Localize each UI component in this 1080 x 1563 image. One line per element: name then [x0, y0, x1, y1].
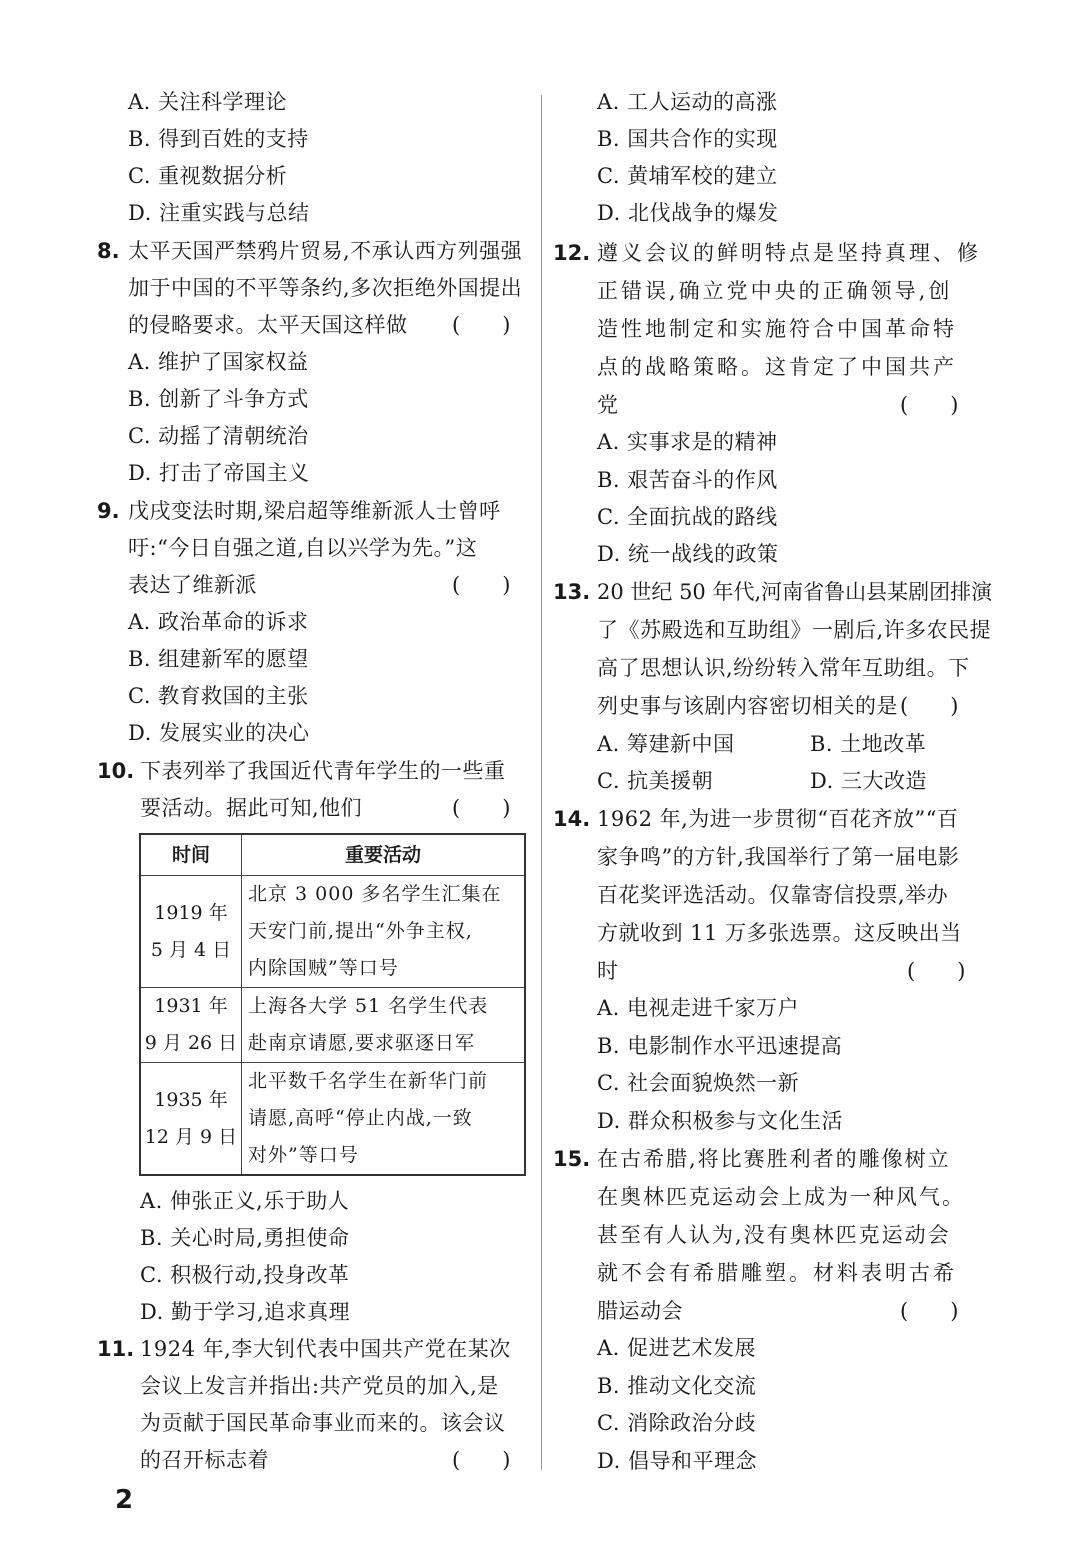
table-row — [140, 1063, 525, 1176]
table-row — [140, 876, 525, 988]
option-a[interactable]: A. 政治革命的诉求 — [128, 610, 309, 634]
activity-cell — [242, 988, 526, 1063]
option-d[interactable]: D. 统一战线的政策 — [597, 542, 779, 566]
question-stem-line: 点的战略策略。这肯定了中国共产 — [597, 355, 957, 379]
question-stem-line: 就不会有希腊雕塑。材料表明古希 — [597, 1261, 957, 1285]
option-c[interactable]: C. 抗美援朝 — [597, 769, 714, 793]
question-stem-line: 党 — [597, 393, 619, 417]
option-b[interactable]: B. 土地改革 — [810, 732, 927, 756]
question-number: 15. — [553, 1147, 591, 1171]
activity-line: 内除国贼”等口号 — [248, 957, 399, 979]
column-header-time: 时间 — [140, 834, 242, 876]
question-stem-line: 了《苏殿选和互助组》一剧后,许多农民提 — [597, 618, 992, 642]
question-number: 13. — [553, 580, 591, 604]
activities-table — [139, 833, 526, 1176]
time-year: 1931 年 — [154, 995, 228, 1017]
question-stem-line: 在古希腊,将比赛胜利者的雕像树立 — [597, 1147, 951, 1171]
answer-blank[interactable]: ( ) — [452, 796, 511, 820]
question-stem-line: 要活动。据此可知,他们 — [140, 796, 363, 820]
column-header-activity: 重要活动 — [242, 834, 526, 876]
time-cell — [140, 876, 242, 988]
time-cell — [140, 988, 242, 1063]
question-stem-line: 时 — [597, 959, 619, 983]
answer-blank[interactable]: ( ) — [900, 694, 959, 718]
table-row — [140, 988, 525, 1063]
option-b[interactable]: B. 组建新军的愿望 — [128, 647, 309, 671]
option-b[interactable]: B. 创新了斗争方式 — [128, 387, 309, 411]
answer-blank[interactable]: ( ) — [900, 1299, 959, 1323]
question-number: 8. — [97, 239, 120, 263]
activity-line: 请愿,高呼“停止内战,一致 — [248, 1107, 473, 1129]
question-stem-line: 高了思想认识,纷纷转入常年互助组。下 — [597, 656, 970, 680]
question-stem-line: 吁:“今日自强之道,自以兴学为先。”这 — [128, 536, 478, 560]
column-divider — [541, 95, 542, 1470]
question-number: 12. — [553, 241, 591, 265]
question-stem-line: 遵义会议的鲜明特点是坚持真理、修 — [597, 241, 981, 265]
question-number: 10. — [97, 759, 135, 783]
option-c[interactable]: C. 黄埔军校的建立 — [597, 164, 778, 188]
option-b[interactable]: B. 推动文化交流 — [597, 1374, 757, 1398]
answer-blank[interactable]: ( ) — [907, 959, 966, 983]
option-b[interactable]: B. 电影制作水平迅速提高 — [597, 1034, 843, 1058]
question-stem-line: 在奥林匹克运动会上成为一种风气。 — [597, 1185, 965, 1209]
question-stem-line: 列史事与该剧内容密切相关的是 — [597, 694, 898, 718]
option-c[interactable]: C. 动摇了清朝统治 — [128, 424, 309, 448]
option-a[interactable]: A. 实事求是的精神 — [597, 430, 778, 454]
time-date: 5 月 4 日 — [150, 938, 232, 961]
question-stem-line: 戊戌变法时期,梁启超等维新派人士曾呼 — [128, 499, 501, 523]
question-stem-line: 1924 年,李大钊代表中国共产党在某次 — [140, 1337, 511, 1361]
time-cell — [140, 1063, 242, 1176]
activity-line: 赴南京请愿,要求驱逐日军 — [248, 1032, 476, 1054]
option-c[interactable]: C. 全面抗战的路线 — [597, 505, 778, 529]
option-a[interactable]: A. 伸张正义,乐于助人 — [140, 1189, 350, 1213]
question-stem-line: 太平天国严禁鸦片贸易,不承认西方列强强 — [128, 239, 523, 263]
question-stem-line: 的侵略要求。太平天国这样做 — [128, 313, 408, 337]
option-d[interactable]: D. 群众积极参与文化生活 — [597, 1109, 843, 1133]
question-stem-line: 方就收到 11 万多张选票。这反映出当 — [597, 921, 962, 945]
option-b[interactable]: B. 得到百姓的支持 — [128, 127, 309, 151]
time-date: 9 月 26 日 — [144, 1032, 238, 1054]
activity-line: 北京 3 000 多名学生汇集在 — [248, 883, 502, 905]
option-d[interactable]: D. 三大改造 — [810, 769, 927, 793]
question-stem-line: 百花奖评选活动。仅靠寄信投票,举办 — [597, 883, 949, 907]
question-stem-line: 的召开标志着 — [140, 1448, 269, 1472]
option-b[interactable]: B. 关心时局,勇担使命 — [140, 1226, 350, 1250]
option-d[interactable]: D. 勤于学习,追求真理 — [140, 1300, 351, 1324]
option-c[interactable]: C. 积极行动,投身改革 — [140, 1263, 350, 1287]
option-c[interactable]: C. 社会面貌焕然一新 — [597, 1071, 800, 1095]
question-stem-line: 20 世纪 50 年代,河南省鲁山县某剧团排演 — [597, 580, 993, 604]
option-c[interactable]: C. 重视数据分析 — [128, 164, 288, 188]
answer-blank[interactable]: ( ) — [452, 313, 511, 337]
option-b[interactable]: B. 艰苦奋斗的作风 — [597, 468, 778, 492]
activity-line: 北平数千名学生在新华门前 — [248, 1070, 489, 1092]
option-a[interactable]: A. 维护了国家权益 — [128, 350, 309, 374]
activity-cell — [242, 876, 526, 988]
time-year: 1919 年 — [154, 901, 228, 924]
activity-cell — [242, 1063, 526, 1176]
option-c[interactable]: C. 教育救国的主张 — [128, 684, 309, 708]
table-header-row — [140, 834, 525, 876]
option-d[interactable]: D. 注重实践与总结 — [128, 201, 310, 225]
option-a[interactable]: A. 工人运动的高涨 — [597, 90, 778, 114]
question-stem-line: 表达了维新派 — [128, 573, 257, 597]
answer-blank[interactable]: ( ) — [900, 393, 959, 417]
question-stem-line: 加于中国的不平等条约,多次拒绝外国提出 — [128, 276, 523, 300]
option-d[interactable]: D. 发展实业的决心 — [128, 721, 310, 745]
activity-line: 上海各大学 51 名学生代表 — [248, 995, 489, 1017]
option-d[interactable]: D. 打击了帝国主义 — [128, 461, 310, 485]
option-d[interactable]: D. 倡导和平理念 — [597, 1449, 757, 1473]
option-a[interactable]: A. 关注科学理论 — [128, 90, 288, 114]
question-stem-line: 会议上发言并指出:共产党员的加入,是 — [140, 1374, 499, 1398]
question-number: 11. — [97, 1337, 135, 1361]
question-stem-line: 造性地制定和实施符合中国革命特 — [597, 317, 957, 341]
question-stem-line: 下表列举了我国近代青年学生的一些重 — [140, 759, 506, 783]
question-stem-line: 为贡献于国民革命事业而来的。该会议 — [140, 1411, 506, 1435]
activity-line: 对外”等口号 — [248, 1144, 359, 1166]
option-c[interactable]: C. 消除政治分歧 — [597, 1411, 757, 1435]
activity-line: 天安门前,提出“外争主权, — [248, 920, 473, 942]
option-a[interactable]: A. 电视走进千家万户 — [597, 996, 800, 1020]
time-year: 1935 年 — [154, 1088, 228, 1111]
question-stem-line: 正错误,确立党中央的正确领导,创 — [597, 279, 953, 303]
answer-blank[interactable]: ( ) — [452, 573, 511, 597]
question-stem-line: 家争鸣”的方针,我国举行了第一届电影 — [597, 845, 960, 869]
question-number: 14. — [553, 807, 591, 831]
page-number: 2 — [115, 1485, 134, 1515]
time-date: 12 月 9 日 — [144, 1125, 238, 1148]
question-number: 9. — [97, 499, 120, 523]
answer-blank[interactable]: ( ) — [452, 1448, 511, 1472]
question-stem-line: 1962 年,为进一步贯彻“百花齐放”“百 — [597, 807, 959, 831]
option-b[interactable]: B. 国共合作的实现 — [597, 127, 778, 151]
option-a[interactable]: A. 筹建新中国 — [597, 732, 735, 756]
option-d[interactable]: D. 北伐战争的爆发 — [597, 201, 779, 225]
question-stem-line: 甚至有人认为,没有奥林匹克运动会 — [597, 1223, 951, 1247]
option-a[interactable]: A. 促进艺术发展 — [597, 1336, 757, 1360]
question-stem-line: 腊运动会 — [597, 1299, 683, 1323]
